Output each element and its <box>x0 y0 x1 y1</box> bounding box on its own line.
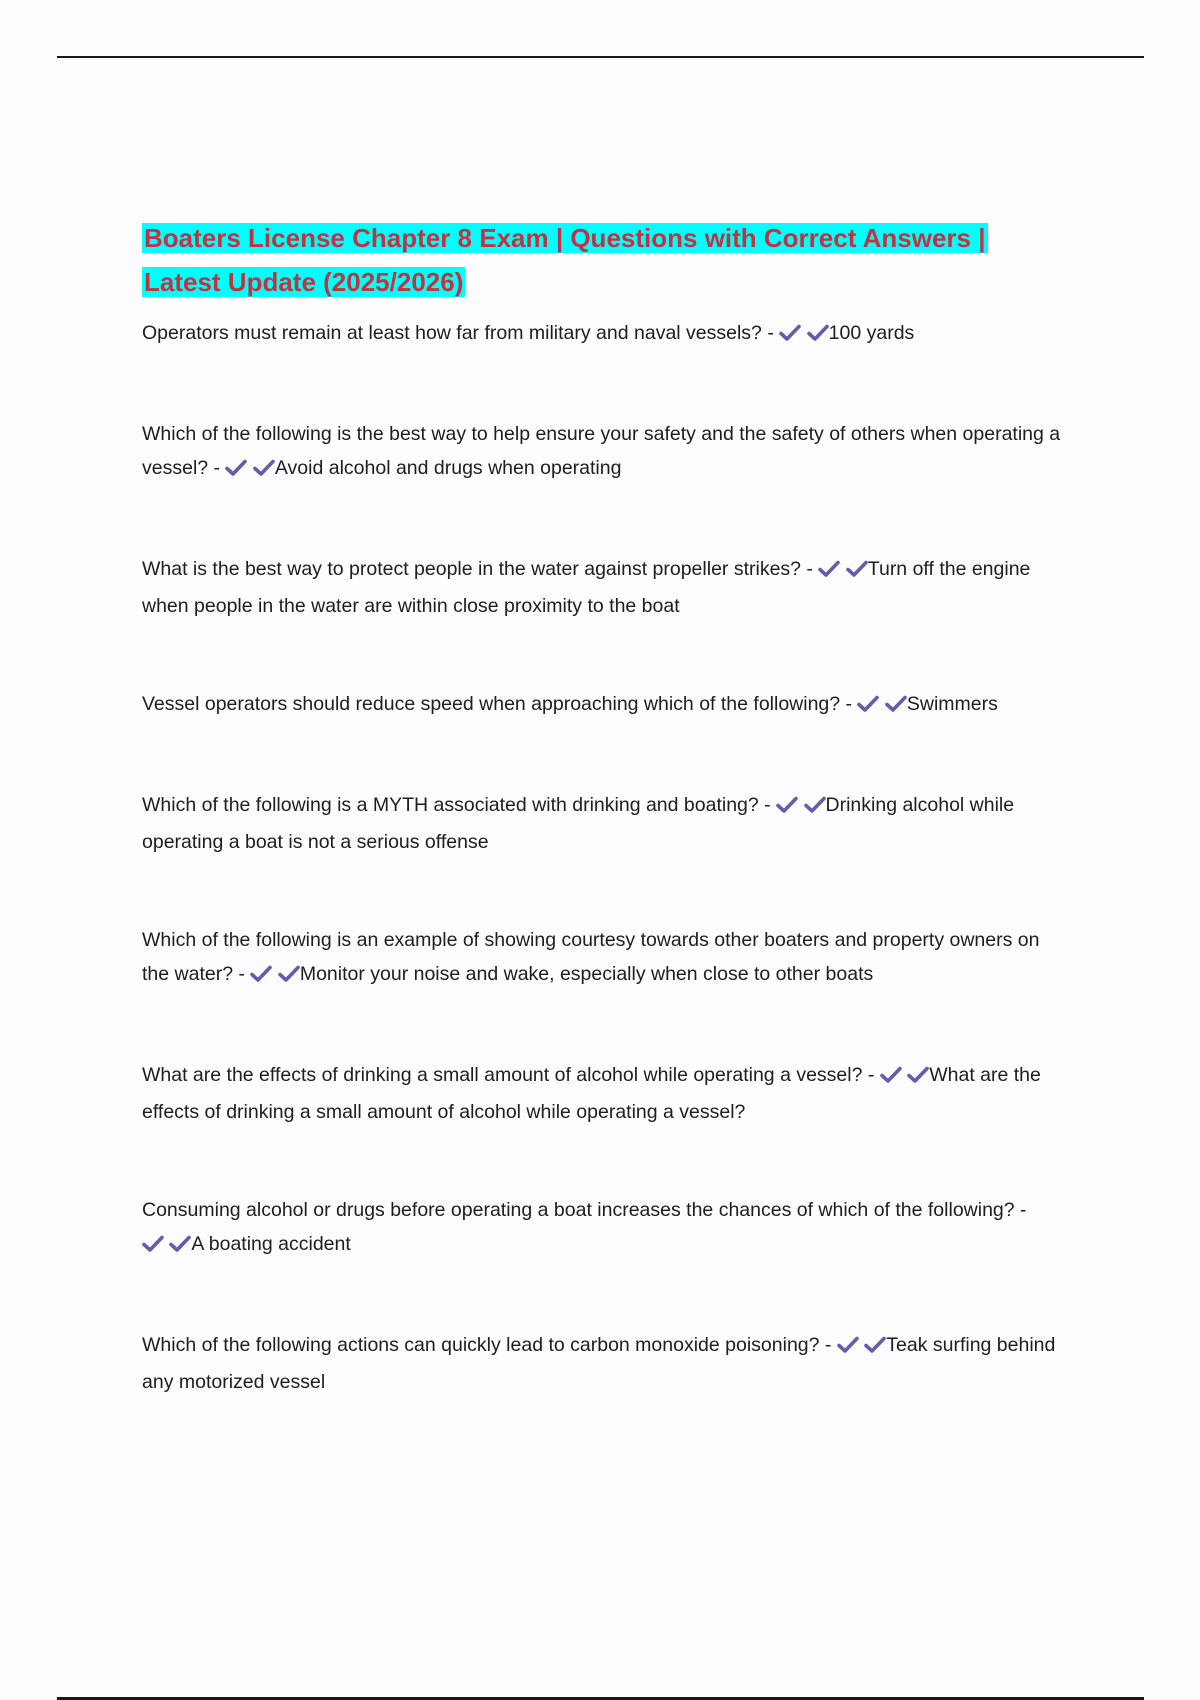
question-answer-separator: - <box>758 794 777 816</box>
answer-marker <box>225 457 274 479</box>
question-answer-separator: - <box>819 1334 837 1356</box>
top-rule <box>57 56 1144 58</box>
qa-list <box>142 316 1062 1399</box>
answer-marker <box>779 322 828 344</box>
question-text: Operators must remain at least how far from military and naval vessels? <box>142 322 762 344</box>
answer-text: Avoid alcohol and drugs when operating <box>274 457 622 479</box>
title-highlight: Boaters License Chapter 8 Exam | Questions with Correct Answers | Latest Update (2025/2026) <box>144 223 986 297</box>
answer-marker <box>880 1064 929 1086</box>
answer-text: Monitor your noise and wake, especially when close to other boats <box>299 963 874 985</box>
question-text: Consuming alcohol or drugs before operating a boat increases the chances of which of the following? <box>142 1199 1015 1221</box>
check-icon <box>846 555 868 589</box>
answer-text: Swimmers <box>906 693 998 715</box>
question-text: Which of the following is the best way to help ensure your safety and the safety of others when operating a vessel? <box>142 423 1061 479</box>
answer-text: Turn off the engine when people in the water are within close proximity to the boat <box>142 558 1031 617</box>
qa-item <box>142 417 1062 488</box>
qa-item <box>142 552 1062 623</box>
answer-marker <box>250 963 299 985</box>
answer-text: 100 yards <box>828 322 915 344</box>
answer-text: Teak surfing behind any motorized vessel <box>142 1334 1056 1393</box>
question-text: Which of the following actions can quickly lead to carbon monoxide poisoning? <box>142 1334 820 1356</box>
qa-item <box>142 316 1062 353</box>
answer-marker <box>837 1334 886 1356</box>
answer-text: Drinking alcohol while operating a boat is not a serious offense <box>142 794 1015 853</box>
question-answer-separator: - <box>1014 1199 1027 1221</box>
question-text: Which of the following is an example of showing courtesy towards other boaters and property owners on the water? <box>142 929 1040 985</box>
check-icon <box>857 690 879 724</box>
check-icon <box>907 1061 929 1095</box>
document-title <box>142 216 1062 304</box>
question-text: Which of the following is a MYTH associated with drinking and boating? <box>142 794 759 816</box>
check-icon <box>880 1061 902 1095</box>
answer-text: A boating accident <box>191 1233 351 1255</box>
question-text: What is the best way to protect people in the water against propeller strikes? <box>142 558 802 580</box>
answer-marker <box>857 693 906 715</box>
check-icon <box>776 791 798 825</box>
check-icon <box>804 791 826 825</box>
check-icon <box>864 1331 886 1365</box>
check-icon <box>278 960 300 994</box>
answer-marker <box>818 558 867 580</box>
question-answer-separator: - <box>840 693 858 715</box>
document-body <box>142 216 1062 1463</box>
check-icon <box>253 454 275 488</box>
check-icon <box>837 1331 859 1365</box>
check-icon <box>885 690 907 724</box>
check-icon <box>225 454 247 488</box>
check-icon <box>142 1230 164 1264</box>
question-answer-separator: - <box>761 322 780 344</box>
check-icon <box>250 960 272 994</box>
answer-marker <box>776 794 825 816</box>
question-answer-separator: - <box>862 1064 880 1086</box>
question-text: What are the effects of drinking a small amount of alcohol while operating a vessel? <box>142 1064 863 1086</box>
qa-item <box>142 923 1062 994</box>
question-answer-separator: - <box>208 457 226 479</box>
check-icon <box>818 555 840 589</box>
check-icon <box>807 319 829 353</box>
check-icon <box>169 1230 191 1264</box>
qa-item <box>142 1193 1062 1264</box>
qa-item <box>142 1058 1062 1129</box>
qa-item <box>142 788 1062 859</box>
answer-text: What are the effects of drinking a small amount of alcohol while operating a vessel? <box>142 1064 1041 1123</box>
qa-item <box>142 687 1062 724</box>
question-answer-separator: - <box>233 963 251 985</box>
qa-item <box>142 1328 1062 1399</box>
question-text: Vessel operators should reduce speed when approaching which of the following? <box>142 693 841 715</box>
question-answer-separator: - <box>801 558 819 580</box>
answer-marker <box>142 1233 191 1255</box>
check-icon <box>779 319 801 353</box>
